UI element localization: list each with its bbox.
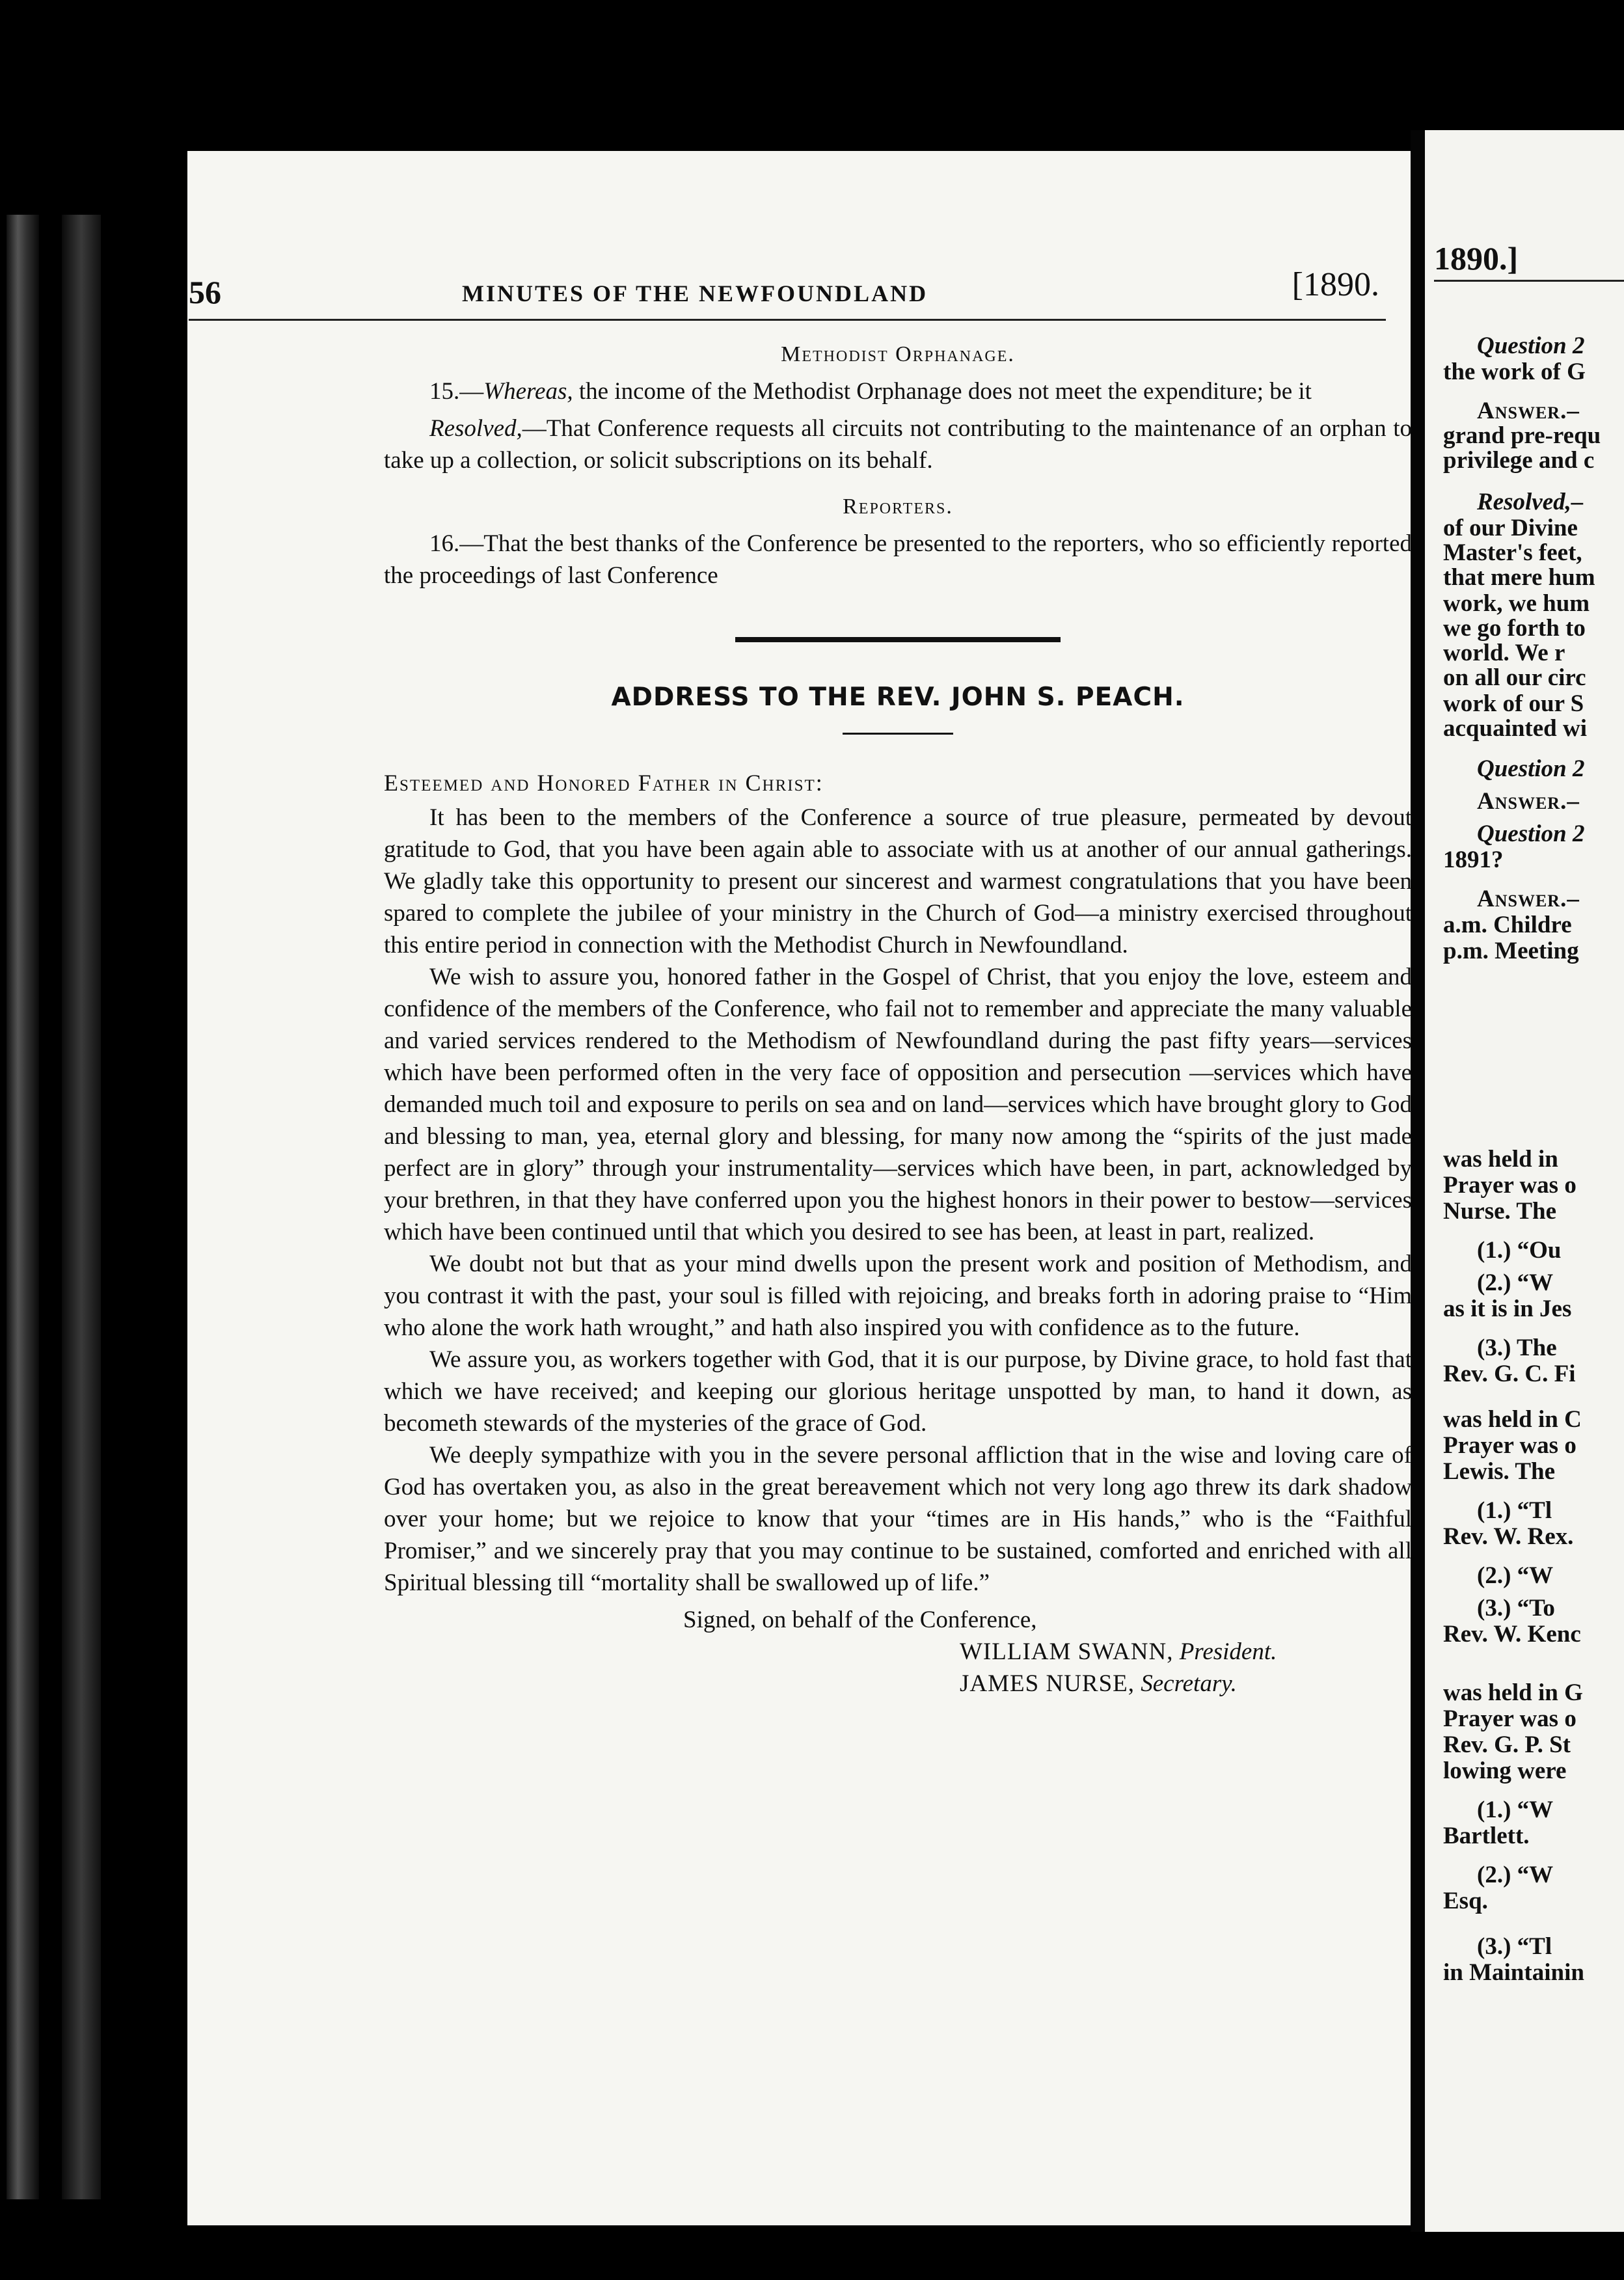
item-15-text: the income of the Methodist Orphanage does not meet the expenditure; be it [578, 378, 1312, 405]
header-rule [189, 319, 1386, 321]
signatory-1-name: WILLIAM SWANN, [960, 1638, 1174, 1665]
right-page-line: Esq. [1443, 1888, 1488, 1914]
right-page-line: (2.) “W [1477, 1862, 1554, 1888]
year-mark: [1890. [1292, 266, 1379, 303]
address-paragraph-1: It has been to the members of the Conference a source of true pleasure, permeated by devout gratitude to God, that you have been again able to associate with us at another of our annual gatherings. We gladly take this opportunity to present our sincerest and warmest congratulations that you have been spared to complete the jubilee of your ministry in the Church of God—a ministry exercised throughout this entire period in connection with the Methodist Church in Newfoundland. [384, 804, 1412, 958]
right-page-line: privilege and c [1443, 447, 1595, 474]
item-15 [384, 375, 1412, 407]
left-page-content [384, 332, 1412, 1700]
right-page-line: Answer.– [1477, 398, 1580, 424]
address-title: ADDRESS TO THE REV. JOHN S. PEACH. [611, 683, 1185, 712]
signed-line: Signed, on behalf of the Conference, [683, 1607, 1037, 1633]
right-page-line: as it is in Jes [1443, 1296, 1572, 1322]
resolved-15 [384, 413, 1412, 476]
right-page-line: work of our S [1443, 690, 1584, 717]
signatory-president [960, 1636, 1412, 1668]
right-page-line: (2.) “W [1477, 1269, 1554, 1296]
right-page-line: that mere hum [1443, 564, 1595, 591]
right-page-line: Rev. G. P. St [1443, 1731, 1571, 1758]
right-page-line: (2.) “W [1477, 1562, 1554, 1589]
right-page-line: Nurse. The [1443, 1198, 1557, 1225]
section-heading-reporters: Reporters. [843, 495, 953, 519]
right-page-line: Question 2 [1477, 332, 1585, 359]
whereas-label: Whereas, [483, 378, 573, 405]
section-heading-orphanage: Methodist Orphanage. [781, 342, 1015, 366]
signatory-2-title: Secretary. [1141, 1670, 1237, 1697]
address-paragraph-3: We doubt not but that as your mind dwells upon the present work and position of Methodism, and you contrast it with the past, your soul is filled with rejoicing, and breaks forth in adoring praise to “Him who alone the work hath wrought,” and hath also inspired you with confidence as to the future. [384, 1251, 1412, 1341]
signatory-1-title: President. [1179, 1638, 1277, 1665]
right-page-line: Prayer was o [1443, 1432, 1577, 1459]
right-page-line: grand pre-requ [1443, 422, 1601, 449]
salutation: Esteemed and Honored Father in Christ: [384, 770, 824, 796]
right-page-line: Bartlett. [1443, 1823, 1530, 1849]
right-page-line: was held in [1443, 1146, 1558, 1173]
right-page-line: Question 2 [1477, 821, 1585, 847]
title-underline [843, 733, 953, 735]
right-page-line: in Maintainin [1443, 1959, 1584, 1986]
right-page-line: (1.) “W [1477, 1797, 1554, 1823]
right-header-rule [1434, 280, 1624, 282]
right-page-line: p.m. Meeting [1443, 938, 1579, 964]
right-page-line: we go forth to [1443, 615, 1586, 642]
right-page-line: Question 2 [1477, 755, 1585, 782]
right-page-line: acquainted wi [1443, 715, 1588, 742]
address-paragraph-2: We wish to assure you, honored father in the Gospel of Christ, that you enjoy the love, esteem and confidence of the members of the Conference, who fail not to remember and appreciate the many valuable and varied services rendered to the Methodism of Newfoundland during the past fifty years—services which have been performed often in the very face of opposition and persecution —services which have demanded much toil and exposure to perils on sea and on land—services which have brought glory to God and blessing to man, yea, eternal glory and blessing, for many now among the “spirits of the just made perfect are in glory” through your instrumentality—services which have been, in part, acknowledged by your brethren, in that they have conferred upon you the highest honors in their power to bestow—services which have been continued until that which you desired to see has been, at least in part, realized. [384, 964, 1412, 1245]
right-year-mark: 1890.] [1434, 240, 1519, 277]
right-page-line: Rev. G. C. Fi [1443, 1361, 1576, 1387]
item-16: 16.—That the best thanks of the Conference be presented to the reporters, who so efficiently reported the proceedings of last Conference [384, 530, 1412, 589]
right-page-line: Prayer was o [1443, 1705, 1577, 1732]
right-page-line: (3.) The [1477, 1335, 1557, 1361]
right-page-line: (3.) “To [1477, 1595, 1555, 1622]
right-page-line: the work of G [1443, 359, 1586, 385]
right-page-line: Prayer was o [1443, 1172, 1577, 1199]
right-page-line: Rev. W. Kenc [1443, 1621, 1581, 1648]
right-page-line: Answer.– [1477, 886, 1580, 912]
right-page-line: Master's feet, [1443, 539, 1582, 566]
right-page-line: 1891? [1443, 847, 1504, 873]
signatory-secretary [960, 1668, 1412, 1700]
right-page-line: Lewis. The [1443, 1458, 1556, 1485]
section-divider [735, 637, 1061, 642]
page-number: 56 [189, 274, 221, 310]
right-page-line: was held in C [1443, 1406, 1582, 1433]
page-gutter [1411, 130, 1425, 2232]
right-page-line: Answer.– [1477, 788, 1580, 815]
right-page-line: (3.) “Tl [1477, 1933, 1552, 1960]
right-page-line: lowing were [1443, 1758, 1567, 1784]
right-page-line: Rev. W. Rex. [1443, 1523, 1574, 1550]
resolved-label: Resolved, [429, 415, 522, 442]
running-head [189, 260, 1379, 312]
right-page-line: work, we hum [1443, 590, 1590, 617]
right-page-line: of our Divine [1443, 515, 1578, 541]
right-page [1425, 130, 1624, 2232]
right-page-line: was held in G [1443, 1679, 1583, 1706]
book-spine-edge [7, 215, 39, 2199]
right-page-line: Resolved,– [1477, 489, 1584, 515]
address-paragraph-5: We deeply sympathize with you in the severe personal affliction that in the wise and loving care of God has overtaken you, as also in the great bereavement which not very long ago threw its dark shadow over your home; but we rejoice to know that your “times are in His hands,” who is the “Faithful Promiser,” and we sincerely pray that you may continue to be sustained, comforted and enriched with all Spiritual blessing till “mortality shall be swallowed up of life.” [384, 1442, 1412, 1596]
book-spine-edge-inner [62, 215, 101, 2199]
resolved-text: —That Conference requests all circuits not contributing to the maintenance of an orphan to take up a collection, or solicit subscriptions on its behalf. [384, 415, 1412, 474]
running-title: MINUTES OF THE NEWFOUNDLAND [462, 280, 928, 306]
item-15-number: 15.— [429, 378, 484, 405]
right-page-line: a.m. Childre [1443, 912, 1572, 938]
right-page-line: (1.) “Tl [1477, 1497, 1552, 1524]
right-page-line: on all our circ [1443, 664, 1586, 691]
right-page-line: world. We r [1443, 640, 1565, 666]
address-paragraph-4: We assure you, as workers together with God, that it is our purpose, by Divine grace, to hold fast that which we have received; and keeping our glorious heritage unspotted by man, to hand it down, as becometh stewards of the mysteries of the grace of God. [384, 1346, 1412, 1437]
right-page-line: (1.) “Ou [1477, 1237, 1562, 1264]
signatory-2-name: JAMES NURSE, [960, 1670, 1135, 1697]
